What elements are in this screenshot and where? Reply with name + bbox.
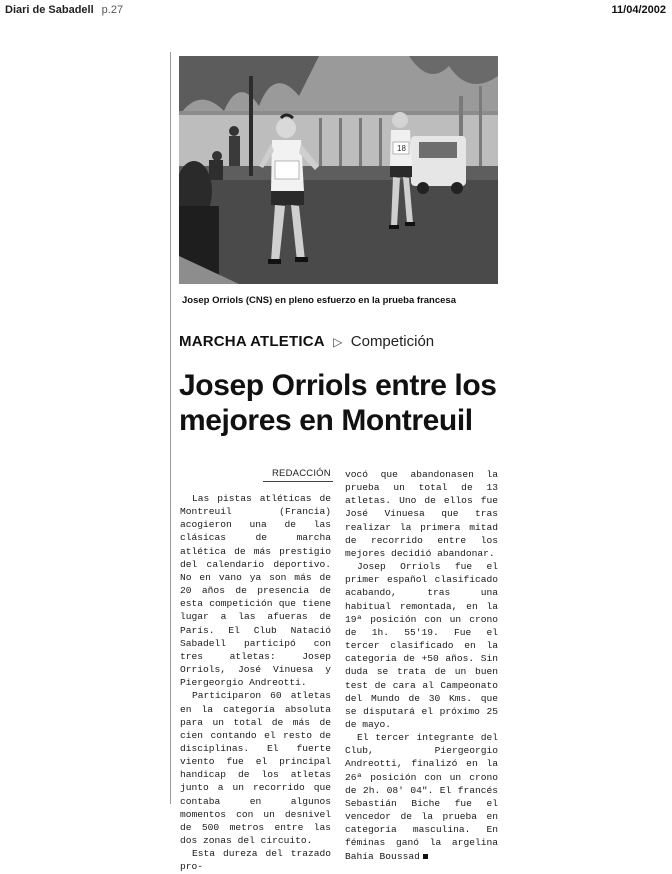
end-of-article-mark — [423, 854, 428, 859]
byline-rule — [263, 481, 333, 482]
article-headline — [179, 368, 499, 438]
article-column-2 — [345, 468, 498, 863]
section-heading — [179, 333, 434, 350]
race-photo-illustration — [179, 56, 498, 284]
section-subcategory: Competición — [350, 333, 435, 350]
paragraph: Josep Orriols fue el primer español clasificado acabando, tras una habitual remontada, en la 19ª posición con un crono de 1h. 55'19. Fue el tercer clasificado en la categoría de +50 años. Sin duda se trata de un buen test de cara al Campeonato del Mundo de 30 Kms. que se disputará el próximo 25 de mayo. — [345, 561, 498, 730]
race-photo — [179, 56, 498, 284]
publication-name: Diari de Sabadell — [5, 4, 94, 16]
paragraph-text: El tercer integrante del Club, Piergeorgio Andreotti, finalizó en la 26ª posición con un crono de 2h. 08' 04". El francés Sebastián Biche fue el vencedor de la prueba en categoría masculina. En féminas ganó la argelina Bahía Boussad — [345, 732, 498, 862]
photo-caption: Josep Orriols (CNS) en pleno esfuerzo en la prueba francesa — [182, 295, 456, 306]
paragraph: vocó que abandonasen la prueba un total de 13 atletas. Uno de ellos fue José Vinuesa que tras realizar la primera mitad de recorrido entre los mejores decidió abandonar. — [345, 469, 498, 559]
section-category: MARCHA ATLETICA — [179, 333, 325, 350]
paragraph — [345, 731, 498, 863]
paragraph: Esta dureza del trazado pro- — [180, 848, 331, 873]
headline-line-2: mejores en Montreuil — [179, 404, 473, 437]
page-number: p.27 — [101, 4, 124, 16]
paragraph: Participaron 60 atletas en la categoría absoluta para un total de más de cien contando el resto de disciplinas. El fuerte viento fue el principal handicap de los atletas junto a un recorrido que contaba en algunos momentos con un desnivel de 500 metros entre las dos zonas del circuito. — [180, 690, 331, 847]
publication-date: 11/04/2002 — [611, 4, 666, 16]
paragraph: Las pistas atléticas de Montreuil (Francia) acogieron una de las clásicas de marcha atlética de más prestigio del calendario deportivo. No en vano ya son más de 20 años de presencia de esta competición que tiene lugar a las afueras de París. El Club Natació Sabadell participó con tres atletas: Josep Orriols, José Vinuesa y Piergeorgio Andreotti. — [180, 493, 331, 689]
svg-text:18: 18 — [397, 144, 406, 153]
clipping-left-border — [170, 52, 171, 804]
section-arrow-icon: ▷ — [333, 335, 343, 349]
headline-line-1: Josep Orriols entre los — [179, 369, 497, 402]
article-column-1 — [180, 492, 331, 874]
article-byline: REDACCIÓN — [272, 468, 331, 479]
publication-header — [5, 4, 123, 16]
